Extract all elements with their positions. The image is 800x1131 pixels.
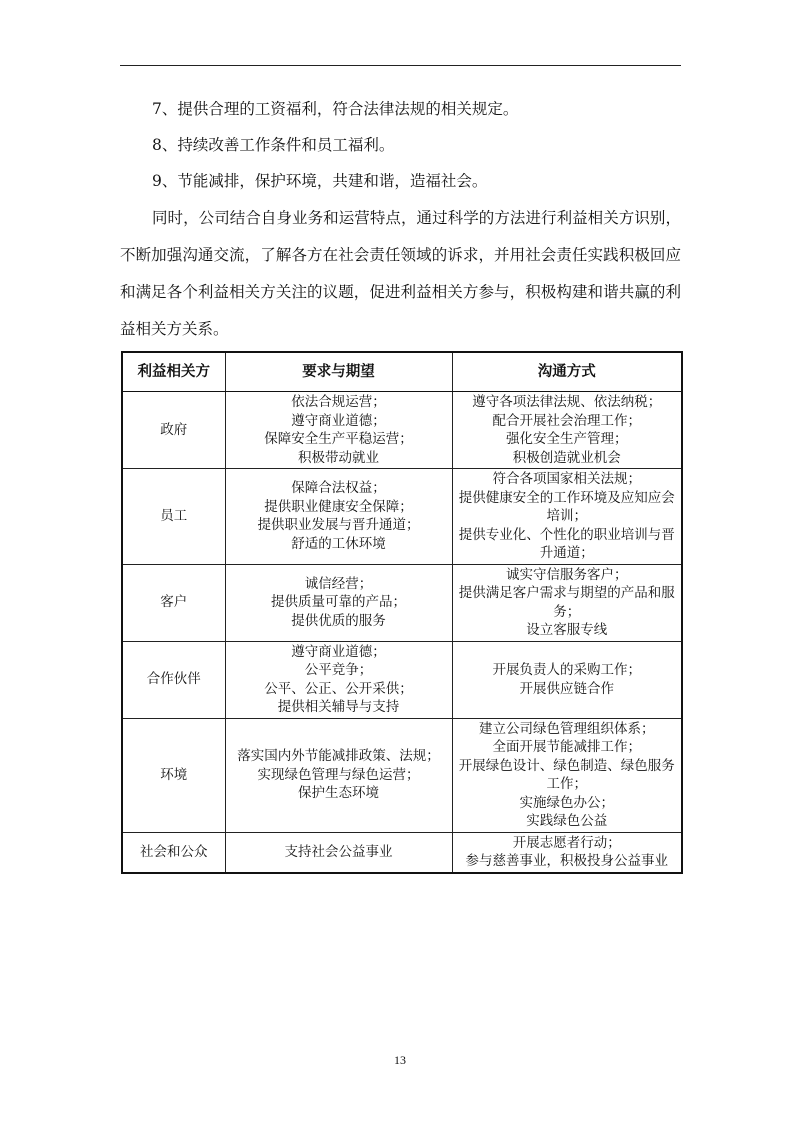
list-item-7: 7、提供合理的工资福利，符合法律法规的相关规定。 [152, 100, 519, 118]
expectations-cell [225, 469, 452, 565]
page-number: 13 [394, 1053, 406, 1067]
header-communication: 沟通方式 [452, 352, 682, 392]
communication-line: 符合各项国家相关法规； [492, 471, 641, 487]
header-rule [120, 65, 681, 66]
list-item-8: 8、持续改善工作条件和员工福利。 [152, 136, 395, 154]
table-row [122, 718, 682, 832]
expectation-line: 保障合法权益； [291, 480, 386, 497]
communication-line: 强化安全生产管理； [506, 431, 628, 447]
document-body [120, 96, 681, 348]
communication-line: 实践绿色公益 [526, 813, 608, 829]
table-row [122, 564, 682, 641]
communication-cell [452, 392, 682, 469]
communication-line: 积极创造就业机会 [512, 449, 621, 466]
communication-line: 提供专业化、个性化的职业培训与晋升通道； [458, 526, 675, 561]
expectation-line: 提供相关辅导与支持 [277, 699, 400, 715]
stakeholder-cell: 社会和公众 [122, 832, 225, 873]
expectation-line: 提供质量可靠的产品； [271, 594, 406, 611]
communication-cell [452, 832, 682, 873]
communication-line: 实施绿色办公； [519, 794, 614, 811]
stakeholder-cell: 环境 [122, 718, 225, 832]
expectations-cell [225, 718, 452, 832]
expectation-line: 公平、公正、公开采供； [264, 680, 413, 697]
communication-line: 开展绿色设计、绿色制造、绿色服务工作； [458, 757, 675, 792]
table-row [122, 832, 682, 873]
expectation-line: 诚信经营； [304, 575, 373, 592]
expectations-cell [225, 641, 452, 718]
expectation-line: 遵守商业道德； [291, 643, 386, 660]
communication-line: 参与慈善事业，积极投身公益事业 [465, 853, 668, 869]
communication-cell [452, 641, 682, 718]
table-row [122, 469, 682, 565]
expectation-line: 支持社会公益事业 [284, 843, 393, 860]
header-expectations: 要求与期望 [225, 352, 452, 392]
expectation-line: 保护生态环境 [298, 785, 379, 802]
communication-cell [452, 564, 682, 641]
expectation-line: 遵守商业道德； [291, 412, 386, 429]
table-header-row [122, 352, 682, 392]
stakeholder-cell: 合作伙伴 [122, 641, 225, 718]
communication-line: 开展志愿者行动； [512, 834, 621, 851]
communication-cell [452, 718, 682, 832]
expectation-line: 公平竞争； [304, 662, 373, 678]
expectation-line: 积极带动就业 [298, 449, 379, 466]
communication-line: 开展供应链合作 [519, 680, 614, 697]
expectation-line: 提供职业健康安全保障； [264, 498, 413, 515]
list-item-9: 9、节能减排，保护环境，共建和谐，造福社会。 [152, 172, 488, 190]
communication-line: 提供健康安全的工作环境及应知应会培训； [458, 489, 675, 524]
communication-line: 开展负责人的采购工作； [492, 662, 641, 678]
communication-line: 提供满足客户需求与期望的产品和服务； [458, 585, 675, 620]
stakeholder-cell: 客户 [122, 564, 225, 641]
stakeholder-cell: 员工 [122, 469, 225, 565]
communication-line: 配合开展社会治理工作； [492, 412, 641, 429]
expectations-cell [225, 832, 452, 873]
expectation-line: 依法合规运营； [291, 394, 386, 410]
header-stakeholder: 利益相关方 [122, 352, 225, 392]
expectation-line: 落实国内外节能减排政策、法规； [237, 748, 440, 765]
table-row [122, 641, 682, 718]
stakeholder-table [121, 351, 683, 874]
communication-line: 全面开展节能减排工作； [492, 739, 641, 755]
expectation-line: 实现绿色管理与绿色运营； [257, 766, 420, 783]
communication-cell [452, 469, 682, 565]
communication-line: 遵守各项法律法规、依法纳税； [472, 394, 662, 410]
expectation-line: 提供职业发展与晋升通道； [257, 517, 420, 534]
expectation-line: 提供优质的服务 [291, 612, 386, 629]
expectations-cell [225, 564, 452, 641]
expectation-line: 舒适的工休环境 [291, 535, 386, 552]
communication-line: 诚实守信服务客户； [506, 566, 628, 583]
table-row [122, 392, 682, 469]
expectation-line: 保障安全生产平稳运营； [264, 431, 413, 447]
communication-line: 设立客服专线 [526, 622, 608, 638]
stakeholder-cell: 政府 [122, 392, 225, 469]
intro-paragraph: 同时，公司结合自身业务和运营特点，通过科学的方法进行利益相关方识别，不断加强沟通交流，了解各方在社会责任领域的诉求，并用社会责任实践积极回应和满足各个利益相关方关注的议题，促进利益相关方参与，积极构建和谐共赢的利益相关方关系。 [120, 209, 681, 338]
expectations-cell [225, 392, 452, 469]
communication-line: 建立公司绿色管理组织体系； [479, 720, 655, 737]
